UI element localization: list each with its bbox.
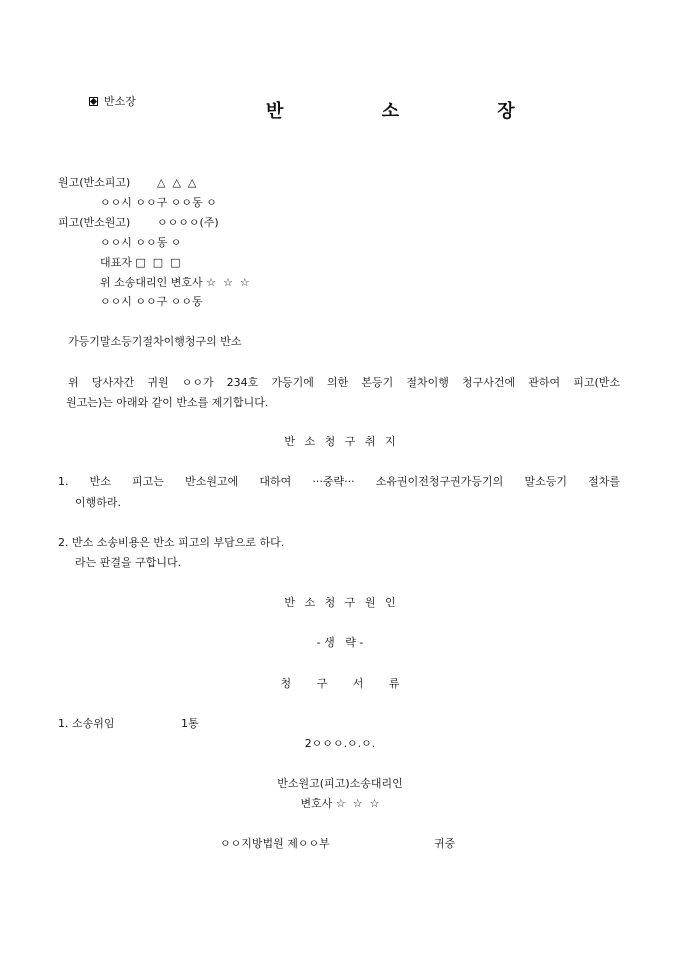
purpose-item-1: 1. 반소 피고는 반소원고에 대하여 ···중략··· 소유권이전청구권가등기의 말소등기 절차를 (58, 475, 620, 488)
plaintiff-address: ㅇㅇ시 ㅇㅇ구 ㅇㅇ동 ㅇ (100, 196, 217, 209)
document-title: 반 소 장 (266, 101, 561, 122)
court-addressee: 귀중 (434, 837, 456, 850)
representative: 대표자 □ □ □ (100, 256, 181, 269)
cause-heading: 반 소 청 구 원 인 (284, 596, 396, 609)
documents-item-1: 1. 소송위임 (58, 717, 115, 730)
footer-date: 2ㅇㅇㅇ.ㅇ.ㅇ. (304, 737, 376, 750)
doc-label: 반소장 (104, 95, 136, 108)
signer-name: 변호사 ☆ ☆ ☆ (300, 797, 380, 810)
cause-omitted: - 생 략 - (316, 636, 364, 649)
intro-line-2: 원고는)는 아래와 같이 반소를 제기합니다. (66, 396, 269, 409)
defendant-address: ㅇㅇ시 ㅇㅇ동 ㅇ (100, 236, 182, 249)
doc-label-line (75, 81, 136, 123)
purpose-closing: 라는 판결을 구합니다. (75, 556, 182, 569)
documents-item-1-count: 1통 (181, 717, 199, 730)
purpose-item-2: 2. 반소 소송비용은 반소 피고의 부담으로 하다. (58, 536, 285, 549)
attorney-address: ㅇㅇ시 ㅇㅇ구 ㅇㅇ동 (100, 295, 203, 308)
purpose-heading: 반 소 청 구 취 지 (284, 435, 396, 448)
case-name: 가등기말소등기절차이행청구의 반소 (68, 335, 242, 348)
signer-role: 반소원고(피고)소송대리인 (277, 777, 403, 790)
square-diamond-icon (89, 97, 98, 106)
plaintiff-name: △ △ △ (157, 176, 197, 189)
intro-line-1: 위 당사자간 귀원 ㅇㅇ가 234호 가등기에 의한 본등기 절차이행 청구사건에 관하여 피고(반소 (68, 376, 620, 389)
attorney: 위 소송대리인 변호사 ☆ ☆ ☆ (100, 276, 250, 289)
court-name: ㅇㅇ지방법원 제ㅇㅇ부 (220, 837, 330, 850)
defendant-name: ㅇㅇㅇㅇ(주) (157, 216, 219, 229)
documents-heading: 청 구 서 류 (280, 677, 400, 690)
plaintiff-label: 원고(반소피고) (58, 176, 131, 189)
purpose-item-1-cont: 이행하라. (75, 496, 122, 509)
defendant-label: 피고(반소원고) (58, 216, 131, 229)
